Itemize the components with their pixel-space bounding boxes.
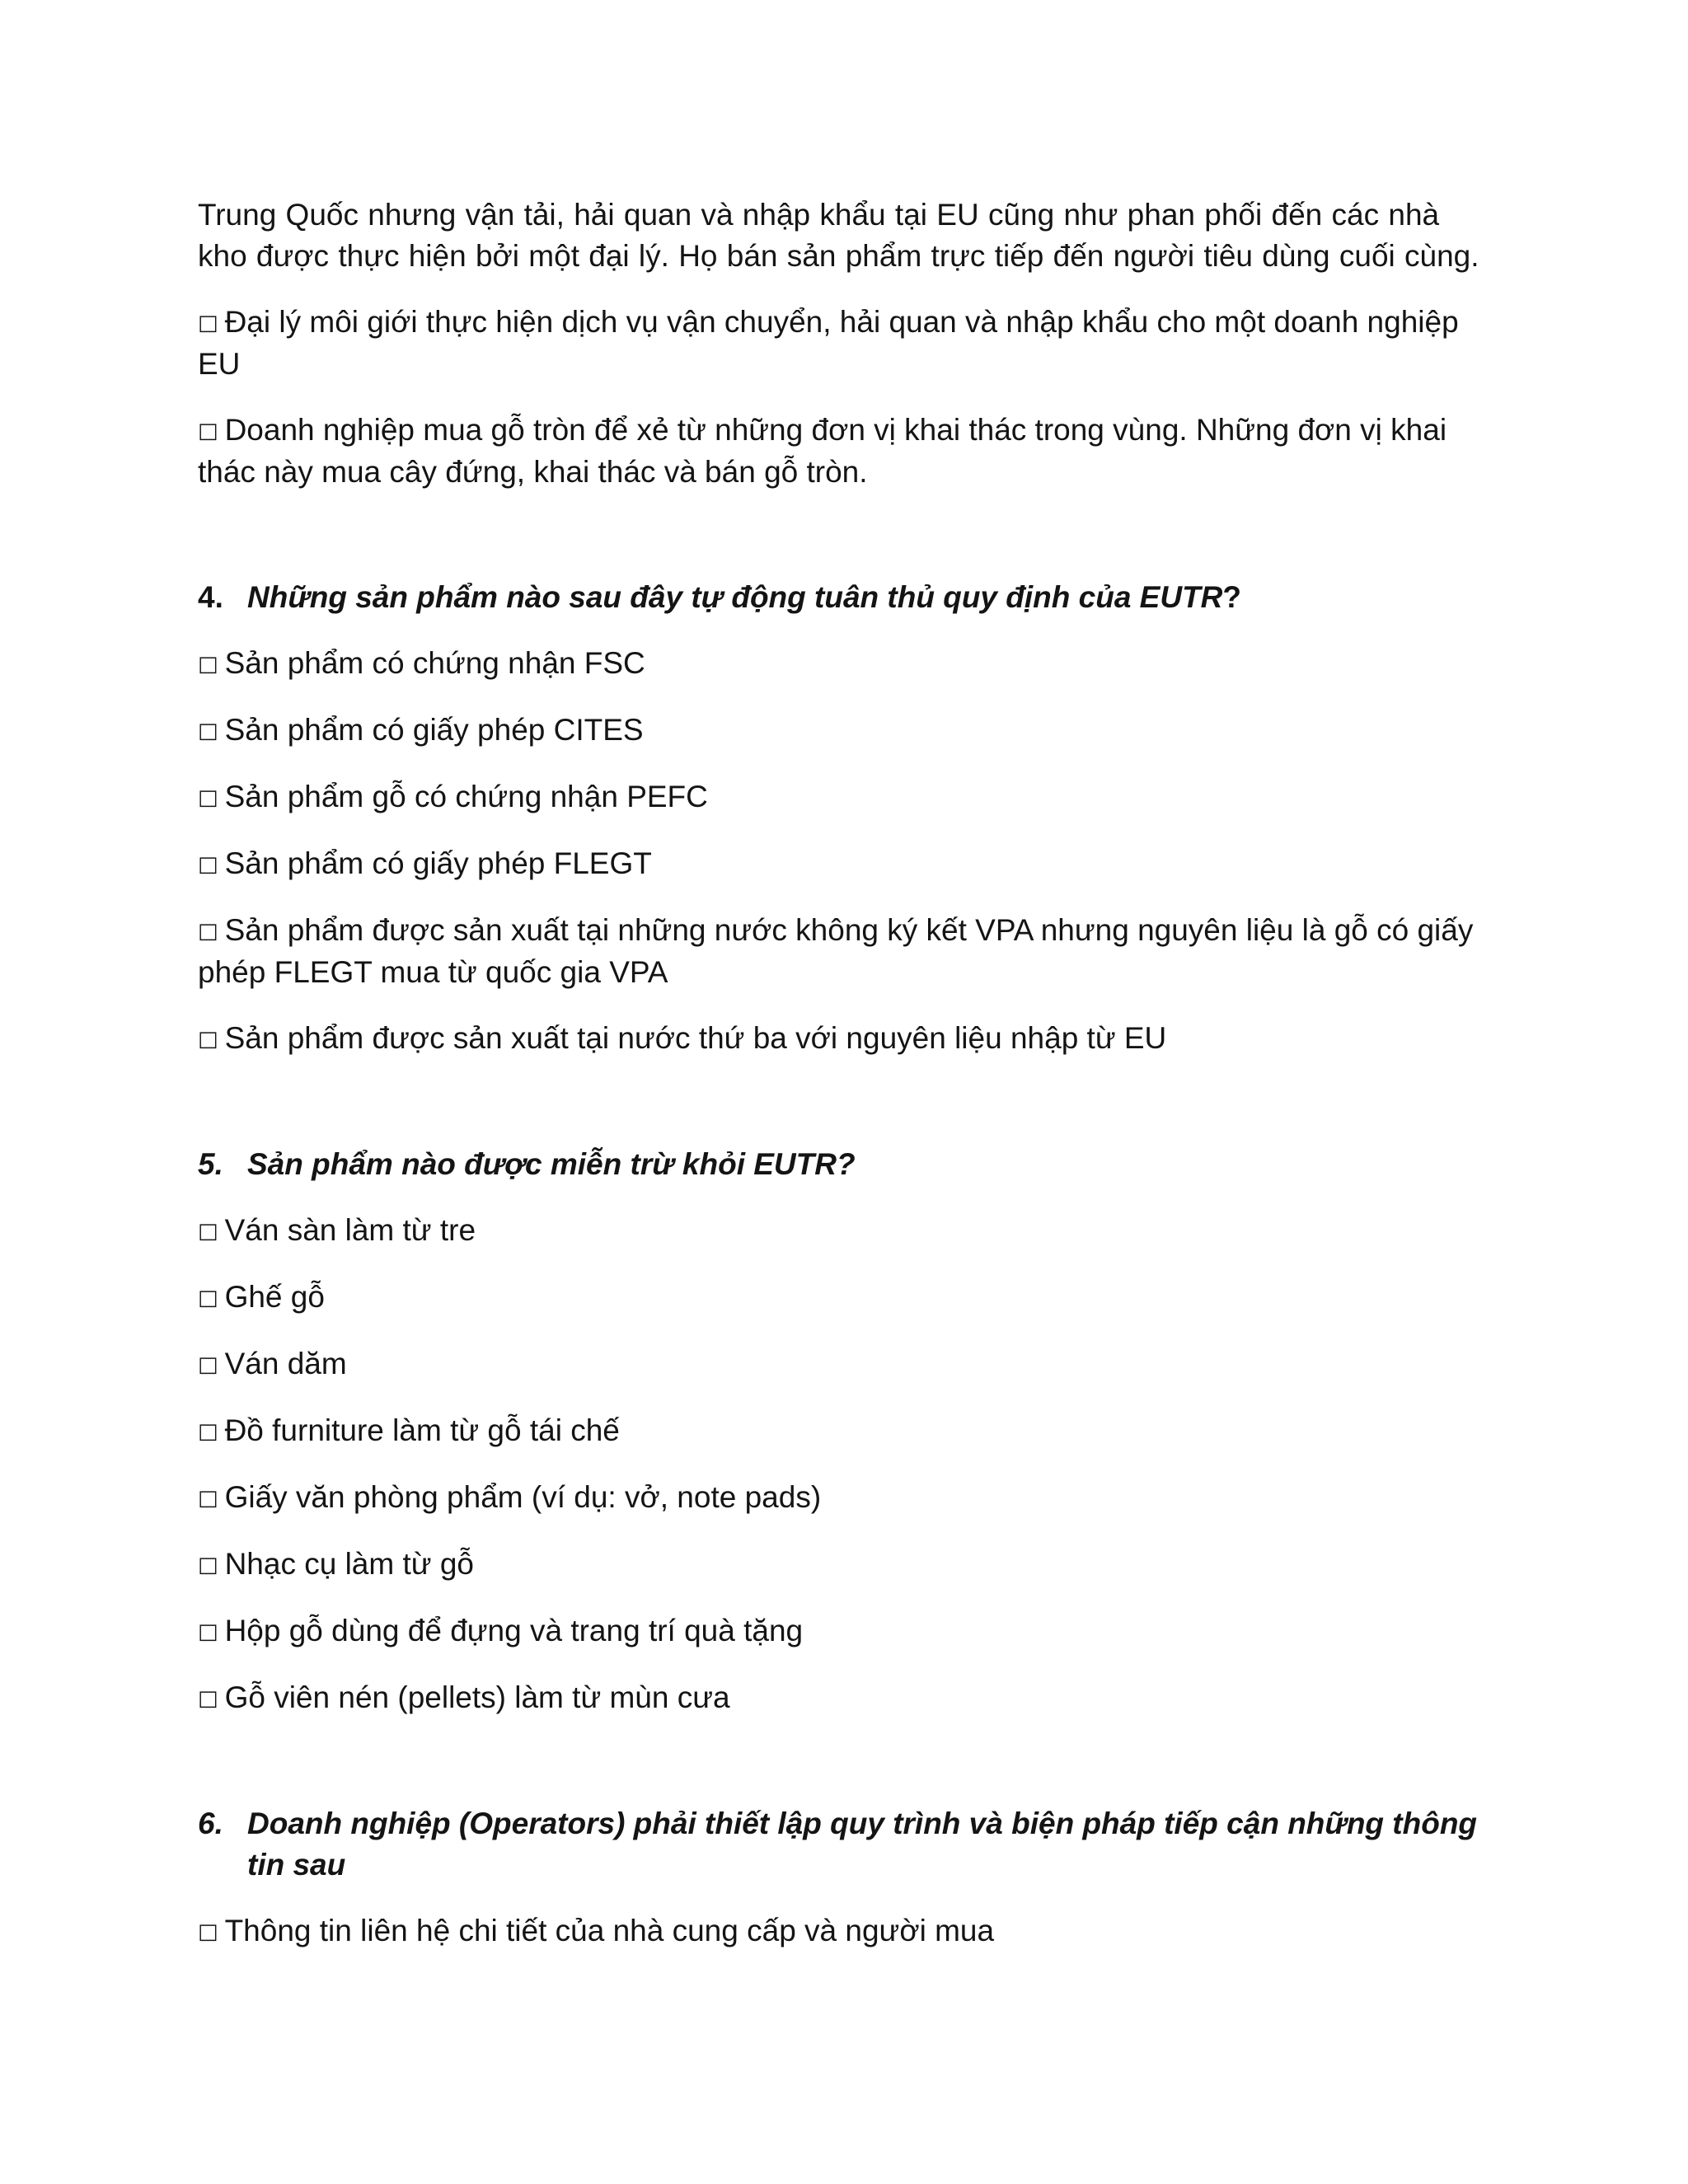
q4-option: □ Sản phẩm gỗ có chứng nhận PEFC [198, 776, 1492, 818]
checkbox-icon: □ [198, 652, 218, 677]
question-5 [198, 1144, 1492, 1185]
checkbox-icon: □ [198, 419, 218, 443]
q5-option: □ Ván dăm [198, 1343, 1492, 1385]
checkbox-icon: □ [198, 919, 218, 944]
q5-option: □ Hộp gỗ dùng để đựng và trang trí quà tặng [198, 1610, 1492, 1652]
q5-option: □ Ván sàn làm từ tre [198, 1210, 1492, 1252]
checkbox-icon: □ [198, 1553, 218, 1577]
q5-option: □ Ghế gỗ [198, 1277, 1492, 1319]
q6-option: □ Thông tin liên hệ chi tiết của nhà cung cấp và người mua [198, 1910, 1492, 1952]
q4-option: □ Sản phẩm có giấy phép FLEGT [198, 843, 1492, 885]
question-text: Doanh nghiệp (Operators) phải thiết lập quy trình và biện pháp tiếp cận những thông tin sau [247, 1807, 1478, 1882]
q5-option: □ Giấy văn phòng phẩm (ví dụ: vở, note pads) [198, 1477, 1492, 1519]
q5-option: □ Gỗ viên nén (pellets) làm từ mùn cưa [198, 1677, 1492, 1719]
checkbox-icon: □ [198, 1486, 218, 1511]
checkbox-icon: □ [198, 1919, 218, 1944]
q5-option: □ Nhạc cụ làm từ gỗ [198, 1544, 1492, 1586]
intro-option: □ Đại lý môi giới thực hiện dịch vụ vận chuyển, hải quan và nhập khẩu cho một doanh nghiệp EU [198, 302, 1492, 385]
checkbox-icon: □ [198, 1686, 218, 1711]
question-6 [198, 1803, 1492, 1886]
checkbox-icon: □ [198, 1219, 218, 1244]
intro-option: □ Doanh nghiệp mua gỗ tròn để xẻ từ những đơn vị khai thác trong vùng. Những đơn vị khai thác này mua cây đứng, khai thác và bán gỗ tròn. [198, 410, 1492, 493]
q4-option: □ Sản phẩm được sản xuất tại những nước không ký kết VPA nhưng nguyên liệu là gỗ có giấy phép FLEGT mua từ quốc gia VPA [198, 910, 1492, 993]
checkbox-icon: □ [198, 1419, 218, 1444]
checkbox-icon: □ [198, 1619, 218, 1644]
question-number: 5. [198, 1147, 223, 1181]
question-number: 4. [198, 580, 223, 614]
checkbox-icon: □ [198, 719, 218, 743]
q5-option: □ Đồ furniture làm từ gỗ tái chế [198, 1410, 1492, 1452]
checkbox-icon: □ [198, 311, 218, 335]
document-page [198, 194, 1492, 1977]
q4-option: □ Sản phẩm có giấy phép CITES [198, 710, 1492, 752]
q4-option: □ Sản phẩm có chứng nhận FSC [198, 643, 1492, 685]
checkbox-icon: □ [198, 1027, 218, 1052]
question-text: Sản phẩm nào được miễn trừ khỏi EUTR? [247, 1147, 856, 1181]
question-4: 4. Những sản phẩm nào sau đây tự động tuân thủ quy định của EUTR? [198, 577, 1492, 618]
question-number: 6. [198, 1807, 223, 1840]
checkbox-icon: □ [198, 785, 218, 810]
checkbox-icon: □ [198, 1352, 218, 1377]
intro-paragraph: Trung Quốc nhưng vận tải, hải quan và nhập khẩu tại EU cũng như phan phối đến các nhà kho được thực hiện bởi một đại lý. Họ bán sản phẩm trực tiếp đến người tiêu dùng cuối cùng. [198, 198, 1479, 273]
checkbox-icon: □ [198, 852, 218, 877]
q4-option: □ Sản phẩm được sản xuất tại nước thứ ba với nguyên liệu nhập từ EU [198, 1018, 1492, 1060]
question-text: Những sản phẩm nào sau đây tự động tuân thủ quy định của EUTR [247, 580, 1223, 614]
checkbox-icon: □ [198, 1286, 218, 1310]
